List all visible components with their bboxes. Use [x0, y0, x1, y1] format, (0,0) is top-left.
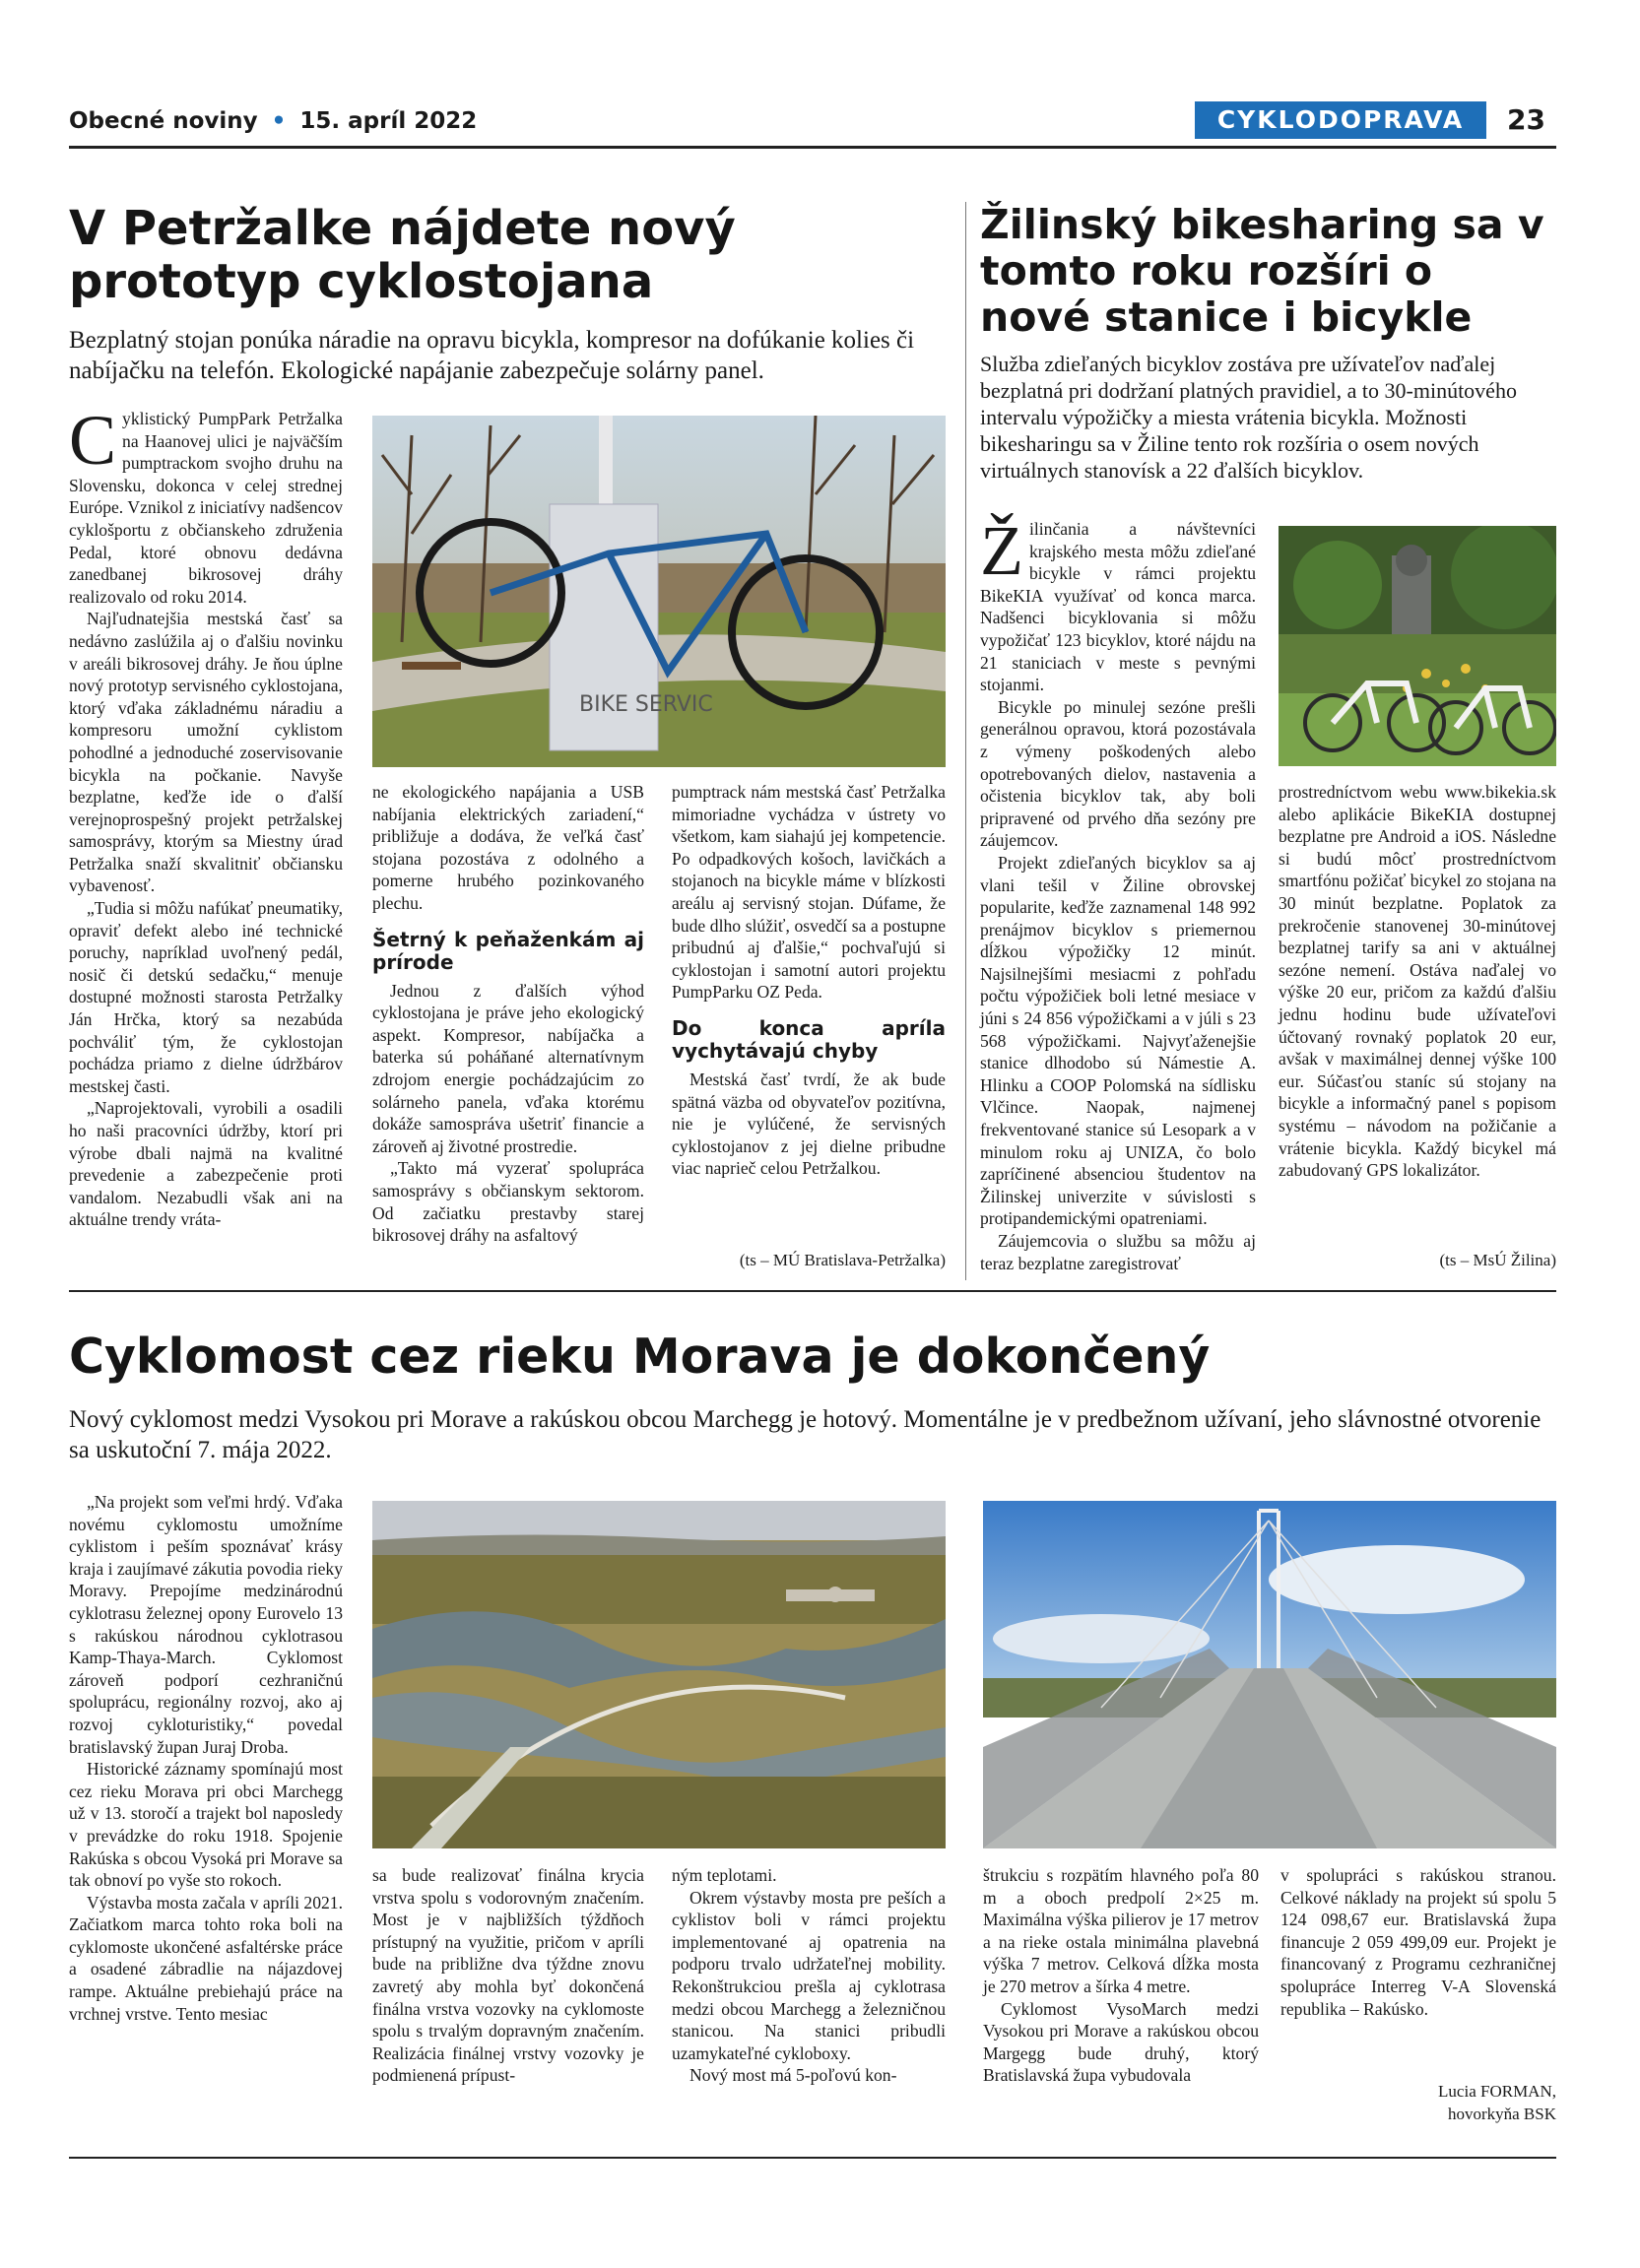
paper-name: Obecné noviny [69, 108, 258, 134]
paragraph: „Takto má vyzerať spolupráca samosprávy s občianskym sektorom. Od začiatku prestavby starej bikrosovej dráhy na asfaltový [372, 1158, 644, 1246]
bike-service-sign-text: BIKE SERVIC [579, 692, 713, 717]
section-rule [69, 1290, 1556, 1292]
paragraph: sa bude realizovať finálna krycia vrstva spolu s vodorovným značením. Most je v najbližších týždňoch prístupný na využitie, pričom v apríli bude na približne dva týždne znovu zavretý aby mohla byť dokončená finálna vrstva vozovky na cyklomoste spolu s trvalým dopravným značením. Realizácia finálnej vrstvy vozovky je podmienená prípust- [372, 1865, 644, 2086]
shared-bikes-photo [1279, 526, 1556, 766]
paragraph: „Tudia si môžu nafúkať pneumatiky, opraviť defekt alebo iné technické poruchy, napríklad uvoľnený pedál, nosič či detskú sedačku,“ menuje dostupné možnosti starosta Petržalky Ján Hrčka, ktorý sa nezabúda pochváliť tým, že cyklostojan pochádza priamo z dielne údržbárov mestskej časti. [69, 898, 343, 1096]
article2-col2 [1279, 781, 1556, 1182]
article2-title: Žilinský bikesharing sa v tomto roku rozšíri o nové stanice i bicykle [980, 201, 1544, 341]
footer-rule [69, 2157, 1556, 2159]
article3-col4 [983, 1864, 1259, 2087]
paragraph: pumptrack nám mestská časť Petržalka mimoriadne vychádza v ústrety vo všetkom, kam siahajú jej kompetencie. Po odpadkových košoch, lavičkách a stojanoch na bicykle máme v blízkosti areálu aj servisný stojan. Dúfame, že bude dlho slúžiť, osvedčí sa a postupne pribudnú aj ďalšie,“ pochvaľujú si cyklostojan i samotní autori projektu PumpParku OZ Peda. [672, 782, 946, 1003]
paragraph: yklistický PumpPark Petržalka na Haanovej ulici je najväčším pumptrackom svojho druhu na Slovensku, dokonca v celej strednej Európe. Vznikol z iniciatívy nadšencov cyklošportu z občianskeho združenia Pedal, ktoré obnovu dedávna zanedbanej bikrosovej dráhy realizovalo od roku 2014. [69, 409, 343, 607]
paragraph: Záujemcovia o službu sa môžu aj teraz bezplatne zaregistrovať [980, 1231, 1256, 1273]
paragraph: Bicykle po minulej sezóne prešli generálnou opravou, ktorá pozostávala z výmeny poškodených alebo opotrebovaných dielov, nastavenia a očistenia bicyklov tak, aby boli pripravené od prvého dňa sezóny pre záujemcov. [980, 696, 1256, 851]
article3-author [1280, 2080, 1556, 2125]
article1-lead: Bezplatný stojan ponúka náradie na opravu bicykla, kompresor na dofúkanie kolies či nabíjačku na telefón. Ekologické napájanie zabezpečuje solárny panel. [69, 327, 915, 384]
paragraph: Mestská časť tvrdí, že ak bude spätná väzba od obyvateľov pozitívna, nie je vylúčené, že servisných cyklostojanov z jej dielne pribudne viac naprieč celou Petržalkou. [672, 1069, 946, 1179]
author-name: Lucia FORMAN, [1438, 2082, 1556, 2101]
article1-title: V Petržalke nájdete nový prototyp cyklostojana [69, 201, 736, 309]
article2-lead: Služba zdieľaných bicyklov zostáva pre užívateľov naďalej bezplatná pri dodržaní platných pravidiel, a to 30-minútového intervalu výpožičky a miesta vrátenia bicykla. Možnosti bikesharingu sa v Žiline tento rok rozšíria o osem nových virtuálnych stanovísk a 22 ďalších bicyklov. [980, 352, 1517, 483]
issue-date: 15. apríl 2022 [299, 108, 478, 134]
paragraph: Projekt zdieľaných bicyklov sa aj vlani tešil v Žiline obrovskej popularite, keďže zaznamenal 148 992 prenájmov bicyklov s priemernou dĺžkou výpožičky 12 minút. Najsilnejšími mesiacmi z pohľadu počtu výpožičiek boli letné mesiace v júni s 24 856 výpožičkami a v júli s 23 568 výpožičkami. Najvyťaženejšie stanice dlhodobo sú Námestie A. Hlinku a COOP Polomská na sídlisku Vlčince. Naopak, najmenej frekventované stanice sú Lesopark a v minulom roku aj UNIZA, čo bolo zapríčinené absenciou študentov na Žilinskej univerzite v súvislosti s protipandemickými opatreniami. [980, 852, 1256, 1229]
paragraph: „Naprojektovali, vyrobili a osadili ho naši pracovníci údržby, ktorí pri výrobe dbali najmä na kvalitné prevedenie a zabezpečenie proti vandalom. Nezabudli však ani na aktuálne trendy vráta- [69, 1098, 343, 1230]
article3-col1 [69, 1491, 343, 2025]
paragraph: v spolupráci s rakúskou stranou. Celkové náklady na projekt sú spolu 5 124 098,67 eur. Bratislavská župa financuje 2 059 499,09 eur. Projekt je financovaný z Programu cezhraničnej spolupráce Interreg V-A Slovenská republika – Rakúsko. [1280, 1865, 1556, 2019]
article1-col2 [372, 781, 644, 1247]
column-divider [965, 202, 966, 1280]
article2-credit: (ts – MsÚ Žilina) [1439, 1251, 1556, 1269]
article1-col3 [672, 781, 946, 1180]
masthead [69, 108, 477, 134]
paragraph: Najľudnatejšia mestská časť sa nedávno zaslúžila aj o ďalšiu novinku v areáli bikrosovej dráhy. Je ňou úplne nový prototyp servisného cyklostojana, ktorý vďaka základnému náradiu a kompresoru umožní cyklistom pohodlné a jednoduché zoservisovanie bicykla na počkanie. Navyše bezplatne, keďže ide o ďalší verejnoprospešný projekt petržalskej samosprávy, ktorým sa Miestny úrad Petržalka snaží skvalitniť občiansku vybavenosť. [69, 609, 343, 896]
bridge-deck-photo [983, 1501, 1556, 1848]
paragraph: ným teplotami. [672, 1865, 777, 1885]
article2-col1 [980, 511, 1256, 1274]
paragraph: Historické záznamy spomínajú most cez rieku Morava pri obci Marchegg už v 13. storočí a trajekt bol naposledy v prevádzke do roku 1918. Spojenie Rakúska s obcou Vysoká pri Morave sa tak obnoví po vyše sto rokoch. [69, 1759, 343, 1891]
dropcap: Ž [980, 511, 1023, 590]
page-number: 23 [1507, 103, 1545, 136]
dropcap: C [69, 401, 117, 480]
paragraph: štrukciu s rozpätím hlavného poľa 80 m a oboch predpolí 2×25 m. Maximálna výška pilierov je 17 metrov a na rieke ostala minimálna plavebná výška 7 metrov. Celková dĺžka mosta je 270 metrov a šírka 4 metre. [983, 1865, 1259, 1996]
article1-credit: (ts – MÚ Bratislava-Petržalka) [739, 1251, 946, 1269]
article3-title: Cyklomost cez rieku Morava je dokončený [69, 1328, 1211, 1385]
article3-col2 [372, 1864, 644, 2087]
header-rule [69, 146, 1556, 149]
paragraph: Cyklomost VysoMarch medzi Vysokou pri Morave a rakúskou obcou Margegg bude druhý, ktorý Bratislavská župa vybudovala [983, 1998, 1259, 2086]
header-bullet: • [271, 108, 287, 134]
bike-service-stand-photo [372, 416, 946, 767]
subheading: Šetrný k peňaženkám aj prírode [372, 927, 644, 974]
article1-col1 [69, 401, 343, 1231]
paragraph: Nový most má 5-poľovú kon- [689, 2065, 897, 2086]
paragraph: ilinčania a návštevníci krajského mesta môžu zdieľané bicykle v rámci projektu BikeKIA využívať od konca marca. Nadšenci bicyklovania si môžu vypožičať 123 bicyklov, ktoré nájdu na 21 staniciach v meste s pevnými stojanmi. [980, 519, 1256, 695]
paragraph: Výstavba mosta začala v apríli 2021. Začiatkom marca tohto roka boli na cyklomoste ukončené asfaltérske práce a osadené zábradlie na nájazdovej rampe. Aktuálne prebiehajú práce na vrchnej vrstve. Tento mesiac [69, 1892, 343, 2024]
paragraph: „Na projekt som veľmi hrdý. Vďaka novému cyklomostu umožníme cyklistom i peším spoznávať krásy kraja i zaujímavé zákutia povodia rieky Moravy. Prepojíme medzinárodnú cyklotrasu železnej opony Eurovelo 13 s rakúskou národnou cyklotrasou Kamp-Thaya-March. Cyklomost zároveň podporí cezhraničnú spoluprácu, regionálny rozvoj, ako aj rozvoj cykloturistiky,“ povedal bratislavský župan Juraj Droba. [69, 1492, 343, 1757]
article3-col5 [1280, 1864, 1556, 2020]
article3-lead: Nový cyklomost medzi Vysokou pri Morave a rakúskou obcou Marchegg je hotový. Momentálne je v predbežnom užívaní, jeho slávnostné otvorenie sa uskutoční 7. mája 2022. [69, 1406, 1542, 1463]
subheading: Do konca apríla vychytávajú chyby [672, 1015, 946, 1063]
paragraph: Jednou z ďalších výhod cyklostojana je práve jeho ekologický aspekt. Kompresor, nabíjačka a baterka sú poháňané alternatívnym zdrojom energie pochádzajúcim zo solárneho panela, vďaka ktorému dokáže samospráva ušetriť financie a zároveň aj životné prostredie. [372, 980, 644, 1156]
aerial-bridge-photo [372, 1501, 946, 1848]
paragraph: Okrem výstavby mosta pre peších a cyklistov boli v rámci projektu implementované aj opatrenia na podporu trvalo udržateľnej mobility. Rekonštrukciou prešla aj cyklotrasa medzi obcou Marchegg a železničnou stanicou. Na stanici pribudli uzamykateľné cykloboxy. [672, 1887, 946, 2063]
section-badge: CYKLODOPRAVA [1195, 101, 1486, 139]
paragraph: prostredníctvom webu www.bikekia.sk alebo aplikácie BikeKIA dostupnej bezplatne pre Android a iOS. Následne si budú môcť prostredníctvom smartfónu požičať bicykel zo stojana na 30 minút bezplatne. Poplatok za prekročenie stanovenej 30-minútovej bezplatnej tarify sa ani v aktuálnej sezóne nemení. Ostáva naďalej vo výške 20 eur, pričom za každú ďalšiu jednu hodinu bude užívateľovi účtovaný rovnaký poplatok 20 eur, avšak v maximálnej dennej výške 100 eur. Súčasťou staníc sú stojany na bicykle a informačný panel s popisom systému – návodom na požičanie a vrátenie bicykla. Každý bicykel má zabudovaný GPS lokalizátor. [1279, 782, 1556, 1181]
paragraph: ne ekologického napájania a USB nabíjania elektrických zariadení,“ približuje a dodáva, že veľká časť stojana pozostáva z odolného a pomerne hrubého pozinkovaného plechu. [372, 782, 644, 913]
article3-col3 [672, 1864, 946, 2087]
author-role: hovorkyňa BSK [1447, 2105, 1556, 2123]
